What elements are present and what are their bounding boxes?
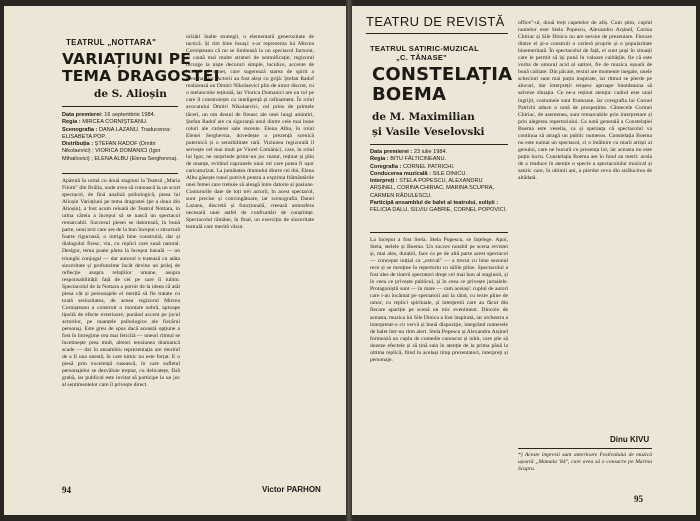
footnote	[518, 452, 652, 473]
left-column-1	[62, 178, 180, 500]
right-column-2-text: office"-ul, două treți capetelor de afiș. Cum știm, cuplul numelor este Stela Popescu, Alexandru Arșinel, Corina Chiriac și Sile Dinicu nu are nevoie de prezentare. Fiecare dintre ei și-a construit o carieră proprie și o popularitate binemeritată. În spectacolul de față, ei sunt puși în situații care le permit să își pună în valoare calitățile, fie că este vorba de umorul acid al satirei, fie de muzica ușoară de bună calitate. Din păcate, textul are momente inegale, unele scheciuri sunt mai puțin inspirate, iar ritmul se pierde pe alocuri, dar interpreții reușesc aproape întotdeauna să salveze situația. Ce ne-a reținut atenția: cadrul este unul îngrijit, costumele sunt frumoase, iar coregrafia lui Cornel Patrichi aduce o notă de prospețime. Cântecele Corinei Chiriac, de asemenea, sunt remarcabile prin interpretare și prin alegerea repertoriului. Ca notă generală a Constelației Boema este veselia, ca și speranța că spectacolul va continua să atragă un public numeros. Constelația Boema nu este numai un spectacol, ci o întâlnire cu marii artiști ai genului, care ne bucură cu prezența lor, iar aceasta nu este puțin lucru. Constelația Boema are în fond un merit: acela de a readuce în atenție o specie a spectacolului muzical și satiric care, în ultimii ani, a pierdut ceva din strălucirea de altădată.	[518, 20, 652, 182]
right-page	[352, 6, 696, 515]
left-credit-1: Data premierei: 16 septembrie 1984.	[62, 112, 156, 118]
right-column-1	[370, 237, 508, 507]
right-credit-3: Coregrafia : CORNEL PATRICHI.	[370, 163, 455, 170]
right-credit-2: Regia : BITU FĂLTICINEANU.	[370, 156, 447, 163]
right-title-line2: BOEMA	[372, 84, 447, 105]
right-byline-rule	[370, 144, 508, 145]
left-title-line1: VARIAȚIUNI PE	[62, 50, 192, 68]
right-credit-1: Data premierei : 23 iulie 1984.	[370, 149, 448, 155]
right-kicker-line2: „C. TĂNASE"	[396, 53, 448, 62]
section-title: TEATRU DE REVISTĂ	[366, 14, 505, 29]
left-signature: Victor PARHON	[262, 485, 321, 494]
left-page	[4, 6, 346, 515]
left-page-number: 94	[62, 485, 71, 495]
right-credit-6: Participă ansamblul de balet al teatrului, soliști : FELICIA DALU, SILVIU GABRIE, CORNEL POPOVICI.	[370, 200, 507, 214]
left-credit-3: Scenografia : DANA LAZANU. Traducerea: ELISABETA POP.	[62, 126, 171, 140]
left-column-1-text: Apărută în urmă cu două stagiuni la Teatrul „Maria Filotti" din Brăila, unde avea să cunoască la un scurt spectacol, de fină analiză psihologică, piesa lui Alioșin Variațiuni pe tema dragostei (pe a doua din Alioșin), a fost acum reluată de Teatrul Nottara, în urma căreia a început să se nască un spectacol remarcabil. Succesul piesei se datorează, în bună parte, unui text care are de la bun început o structură foarte riguroasă, o intrigă bine construită, dar și dialogului firesc, viu, cu replici care sună natural. Desigur, tema poate părea la început banală — un triunghi conjugal — dar autorul o tratează cu atâta sinceritate și profunzime încât devine un prilej de reflecție asupra relațiilor umane, asupra responsabilității față de cei pe care îi iubim. Spectacolul de la Nottara a pornit de la ideea că atât piesa cât și personajele ei merită să fie tratate cu toată seriozitatea, de aceea regizorul Mircea Cornișteanu a construit o montare sobră, aproape lipsită de efecte exterioare, punând accent pe jocul actorilor, pe nuanțele psihologice ale fiecărui personaj. Este greu de spus dacă această opțiune a fost în întregime cea mai fericită — uneori ritmul se încetinește prea mult, alteori tensiunea dramatică scade — dar în ansamblu reprezentația are meritul de a fi una onestă, în care nimic nu este forțat. E o piesă prin excelență rusească, în care sufletul personajelor se dezvăluie treptat, cu delicatețe, fără grabă, iar publicul este invitat să participe la un joc al sentimentelor care îl privește direct.	[62, 178, 180, 389]
left-kicker: TEATRUL „NOTTARA"	[66, 38, 157, 47]
left-title-line2: TEMA DRAGOSTEI	[62, 67, 220, 85]
right-page-number: 95	[634, 494, 643, 504]
left-column-2-text: orizări înalte strategii, o elementară generozitate de tactică. Și tim bine însuși: s-ar reprezenta lui Mircea Cornișteanu că nu se limitează la un spectacol facturat, ci caută mai multe straturi de semnificație; regizorul recurge la niște decoruri simple, lucidice, accente de lumină și sunet, care sugerează starea de spirit a personajelor. Actorii au fost aleși cu grijă: Ștefan Radof realizează un Dmitri Nikolaevici plin de umor discret, cu o melancolie reținută, iar Viorica Domanici are un rol pe care îl construiește cu inteligență și rafinament. În rolul avocatului Dmitri Nikolaevici, cel prins de primele tăceri, un om destul de fireasc ale unei lungi amintiri, Ștefan Radof are cu siguranță unul dintre cele mai bune roluri ale carierei sale recente. Elena Albu, în rolul Elenei Serghevna, dovedește o prezență scenică puternică și o sensibilitate rară. Viziunea regizorală îl servește cel mai mult pe Viorel Comănici, care, în rolul lui Igor, ne surprinde printr-un joc matur, reținut și plin de nuanțe, evitând capcanele unui rol care putea fi ușor caricaturizat. La jumătatea drumului dintre cei doi, Elena Albu găsește tonul potrivit pentru a exprima frământările unei femei care trebuie să aleagă între datorie și pasiune. Contururile date de toți trei actorii, în acest spectacol, sunt precise și convingătoare, iar scenografia Danei Lazanu, discretă și funcțională, creează atmosfera necesară unei astfel de confruntări de conștiințe. Spectacolul rămâne, în final, un exercițiu de sinceritate teatrală care merită văzut.	[186, 34, 314, 231]
right-credit-5: Interpreți : STELA POPESCU, ALEXANDRU ARȘINEL, CORINA CHIRIAC, MARINA SCUPRA, CARMEN RĂDULESCU.	[370, 178, 495, 199]
section-title-rule	[366, 33, 508, 34]
left-credits-rule	[62, 173, 178, 174]
left-byline: de S. Alioșin	[94, 88, 167, 100]
right-byline-line2: și Vasile Veselovski	[372, 126, 485, 138]
right-credits-rule	[370, 232, 508, 233]
right-kicker	[370, 44, 479, 62]
right-signature: Dinu KIVU	[610, 435, 650, 444]
right-column-2	[518, 20, 652, 432]
right-credit-4: Conducerea muzicală : SILE DINICU.	[370, 170, 468, 177]
left-credit-4: Distribuția : ȘTEFAN RADOF (Dmitri Nikolaevici) ; VIORICA DOMANICI (Igor Mihailovici) ; ELENA ALBU (Elena Serghevna).	[62, 141, 178, 162]
left-credits	[62, 112, 180, 163]
right-column-1-text: La început a fost Stela. Stela Popescu, se înțelege. Apoi, Stela, stelele și Boema. Un succes notabil pe scena revistei și, mai ales, durabil, face ca pe de altă parte acest spectacol — conceput inițial ca „estival" — a trecut cu bine sezonul rece și se menține în repertoriu cu sălile pline. Spectacolul a fost ales de tinerii spectatori drept cel mai bun al stagiunii, și în ceea ce privește publicul, și în ceea ce privește jurnalele. Protagoniștii sunt — în mare — cam aceiași: cuplul de autori care i-au încântat pe spectatori ani la rând, cu texte pline de umor, cu replici spirituale, și interpretii care au făcut din fiecare apariție pe scenă un mic eveniment. Dincolo de aceasta, muzica lui Sile Dinicu a fost inspirată, iar orchestra a interpretat-o cu vervă și bună dispoziție, integrând numerele de balet într-un ritm alert. Stela Popescu și Alexandru Arșinel formează un cuplu de comedie cunoscut și iubit, care știe să dozeze efectele și să țină sala în atenție de la prima până la ultima replică, fiind în același timp prezentatori, interpreți și personaje.	[370, 237, 508, 363]
right-byline	[372, 110, 485, 140]
right-kicker-line1: TEATRUL SATIRIC-MUZICAL	[370, 44, 479, 53]
left-byline-rule	[62, 106, 178, 107]
left-credit-2: Regia : MIRCEA CORNIȘTEANU.	[62, 119, 148, 126]
right-credits	[370, 149, 508, 215]
left-column-2	[186, 34, 314, 480]
footnote-rule	[518, 448, 652, 449]
right-byline-line1: de M. Maximilian	[372, 111, 475, 123]
right-title	[372, 65, 512, 105]
footnote-text: *) Aceste impresii sunt anterioare Festivalului de muzică ușoară „Mamaia '84", care avea să o consacre pe Marina Scupra.	[518, 452, 652, 473]
right-title-line1: CONSTELAȚIA	[372, 64, 513, 85]
